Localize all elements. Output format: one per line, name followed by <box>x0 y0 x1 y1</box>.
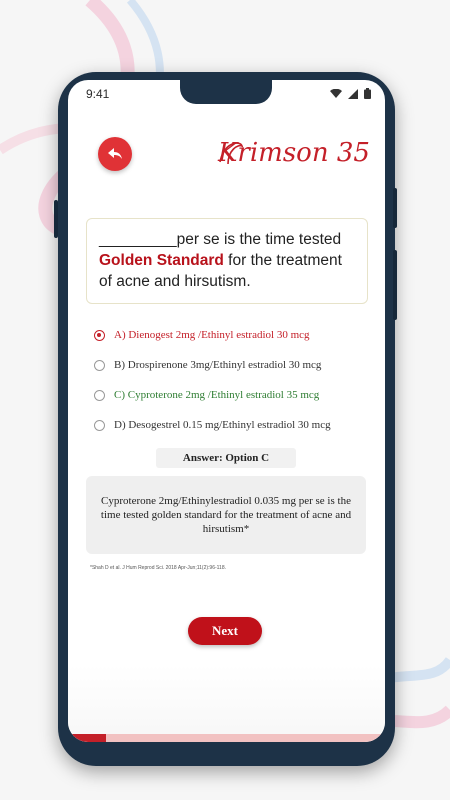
reference-citation: *Shah D et al. J Hum Reprod Sci. 2018 Apr-Jun;11(2):96-118. <box>90 565 226 571</box>
options-list <box>94 320 374 440</box>
wifi-icon <box>330 89 342 99</box>
phone-side-button <box>54 200 58 238</box>
option-label: A) Dienogest 2mg /Ethinyl estradiol 30 mcg <box>114 329 310 341</box>
question-text-end: for the treatment of acne and hirsutism. <box>99 252 342 290</box>
answer-tag: Answer: Option C <box>156 448 296 468</box>
phone-side-button <box>393 188 397 228</box>
option-label: C) Cyproterone 2mg /Ethinyl estradiol 35 mcg <box>114 389 320 401</box>
battery-icon <box>364 88 371 99</box>
app-screen <box>68 80 385 742</box>
status-bar <box>68 80 385 106</box>
question-text: _________per se is the time tested <box>99 231 342 248</box>
status-time: 9:41 <box>86 87 110 101</box>
radio-button[interactable] <box>94 390 105 401</box>
next-button[interactable]: Next <box>188 617 262 645</box>
explanation-text: Cyproterone 2mg/Ethinylestradiol 0.035 mg per se is the time tested golden standard for the treatment of acne and hirsutism* <box>100 495 352 535</box>
radio-button-selected[interactable] <box>94 330 105 341</box>
question-highlight: Golden Standard <box>99 252 224 269</box>
radio-button[interactable] <box>94 420 105 431</box>
option-c[interactable] <box>94 380 374 410</box>
option-a[interactable] <box>94 320 374 350</box>
question-card <box>86 218 368 304</box>
bottom-strip <box>68 734 385 742</box>
option-d[interactable] <box>94 410 374 440</box>
explanation-box <box>86 476 366 554</box>
phone-side-button <box>393 250 397 320</box>
option-label: D) Desogestrel 0.15 mg/Ethinyl estradiol 30 mcg <box>114 419 331 431</box>
back-button[interactable] <box>98 137 132 171</box>
bottom-background <box>68 665 385 742</box>
back-arrow-icon <box>107 147 123 161</box>
option-label: B) Drospirenone 3mg/Ethinyl estradiol 30 mcg <box>114 359 322 371</box>
option-b[interactable] <box>94 350 374 380</box>
signal-icon <box>348 89 358 99</box>
status-icons <box>330 88 371 99</box>
brand-logo: Krimson 35 <box>218 138 370 168</box>
radio-button[interactable] <box>94 360 105 371</box>
